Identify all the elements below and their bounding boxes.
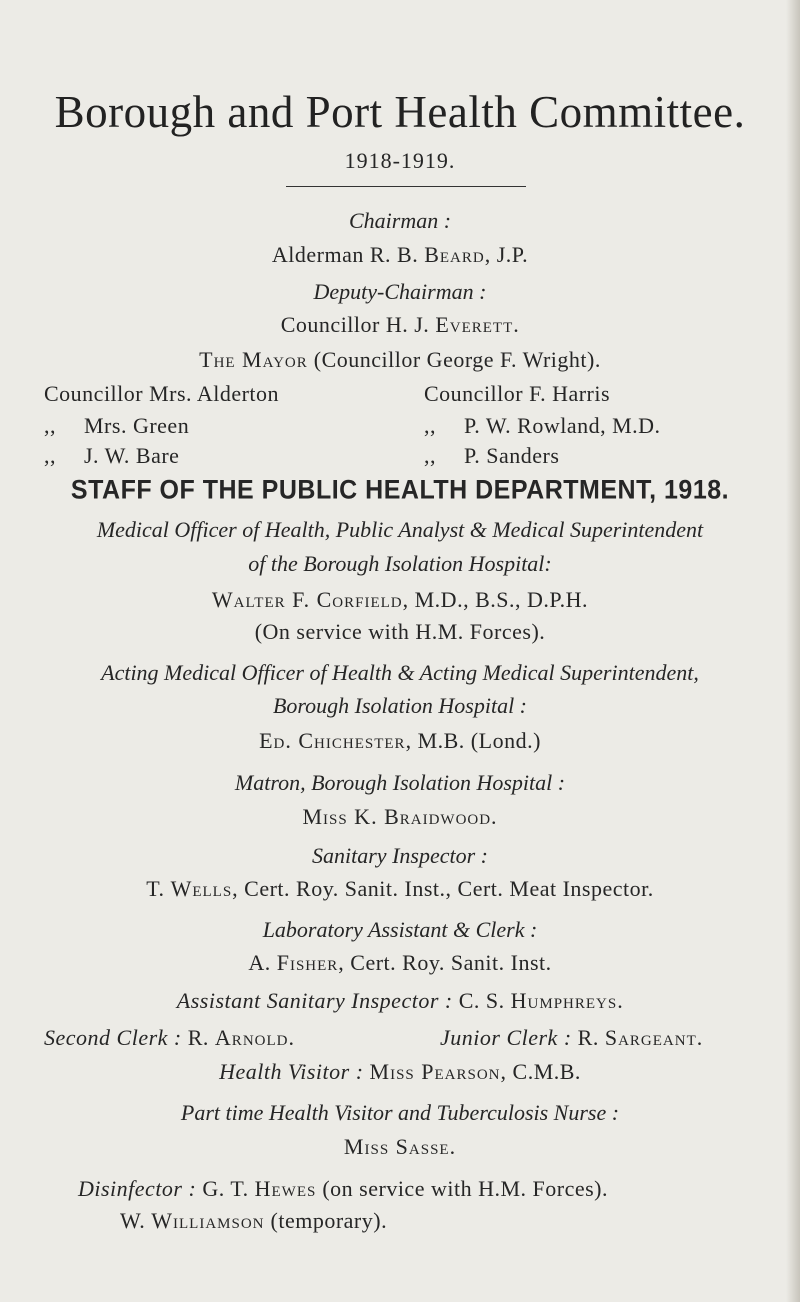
junior-clerk-line: Junior Clerk : R. Sargeant. (440, 1025, 703, 1050)
year-range: 1918-1919. (344, 148, 456, 173)
member-left-2: ,, Mrs. Green (44, 413, 190, 438)
matron-label: Matron, Borough Isolation Hospital : (234, 770, 566, 795)
member-right-1: Councillor F. Harris (424, 381, 611, 406)
moh-label-line-2: of the Borough Isolation Hospital: (248, 551, 552, 576)
sanitary-inspector-label: Sanitary Inspector : (312, 843, 488, 868)
acting-moh-name: Ed. Chichester, M.B. (Lond.) (259, 728, 541, 753)
acting-moh-label-line-1: Acting Medical Officer of Health & Acting Medical Superintendent, (101, 660, 699, 685)
health-visitor-line: Health Visitor : Miss Pearson, C.M.B. (219, 1059, 581, 1084)
moh-service-note: (On service with H.M. Forces). (254, 619, 546, 644)
acting-moh-label-line-2: Borough Isolation Hospital : (272, 693, 528, 718)
page-title: Borough and Port Health Committee. (54, 87, 746, 137)
chairman-label: Chairman : (348, 208, 452, 233)
title-divider (286, 186, 526, 187)
part-time-visitor-name: Miss Sasse. (343, 1134, 457, 1159)
lab-assistant-label: Laboratory Assistant & Clerk : (262, 917, 538, 942)
staff-heading: STAFF OF THE PUBLIC HEALTH DEPARTMENT, 1918. (70, 474, 730, 506)
disinfector-line: Disinfector : G. T. Hewes (on service with H.M. Forces). (78, 1176, 609, 1201)
deputy-chairman-label: Deputy-Chairman : (313, 279, 487, 304)
lab-assistant-name: A. Fisher, Cert. Roy. Sanit. Inst. (248, 950, 552, 975)
moh-label-line-1: Medical Officer of Health, Public Analyst & Medical Superintendent (96, 517, 704, 542)
matron-name: Miss K. Braidwood. (302, 804, 498, 829)
chairman-name: Alderman R. B. Beard, J.P. (271, 242, 529, 267)
member-right-3: ,, P. Sanders (424, 443, 560, 468)
member-left-3: ,, J. W. Bare (44, 443, 180, 468)
part-time-visitor-label: Part time Health Visitor and Tuberculosis Nurse : (180, 1100, 620, 1125)
member-left-1: Councillor Mrs. Alderton (44, 381, 280, 406)
disinfector-temporary-line: W. Williamson (temporary). (120, 1208, 388, 1233)
mayor-line: The Mayor (Councillor George F. Wright). (199, 347, 601, 372)
sanitary-inspector-name: T. Wells, Cert. Roy. Sanit. Inst., Cert. Meat Inspector. (146, 876, 654, 901)
deputy-chairman-name: Councillor H. J. Everett. (280, 312, 520, 337)
member-right-2: ,, P. W. Rowland, M.D. (424, 413, 661, 438)
assistant-sanitary-line: Assistant Sanitary Inspector : C. S. Humphreys. (176, 988, 624, 1013)
moh-name: Walter F. Corfield, M.D., B.S., D.P.H. (211, 587, 589, 612)
second-clerk-line: Second Clerk : R. Arnold. (44, 1025, 295, 1050)
